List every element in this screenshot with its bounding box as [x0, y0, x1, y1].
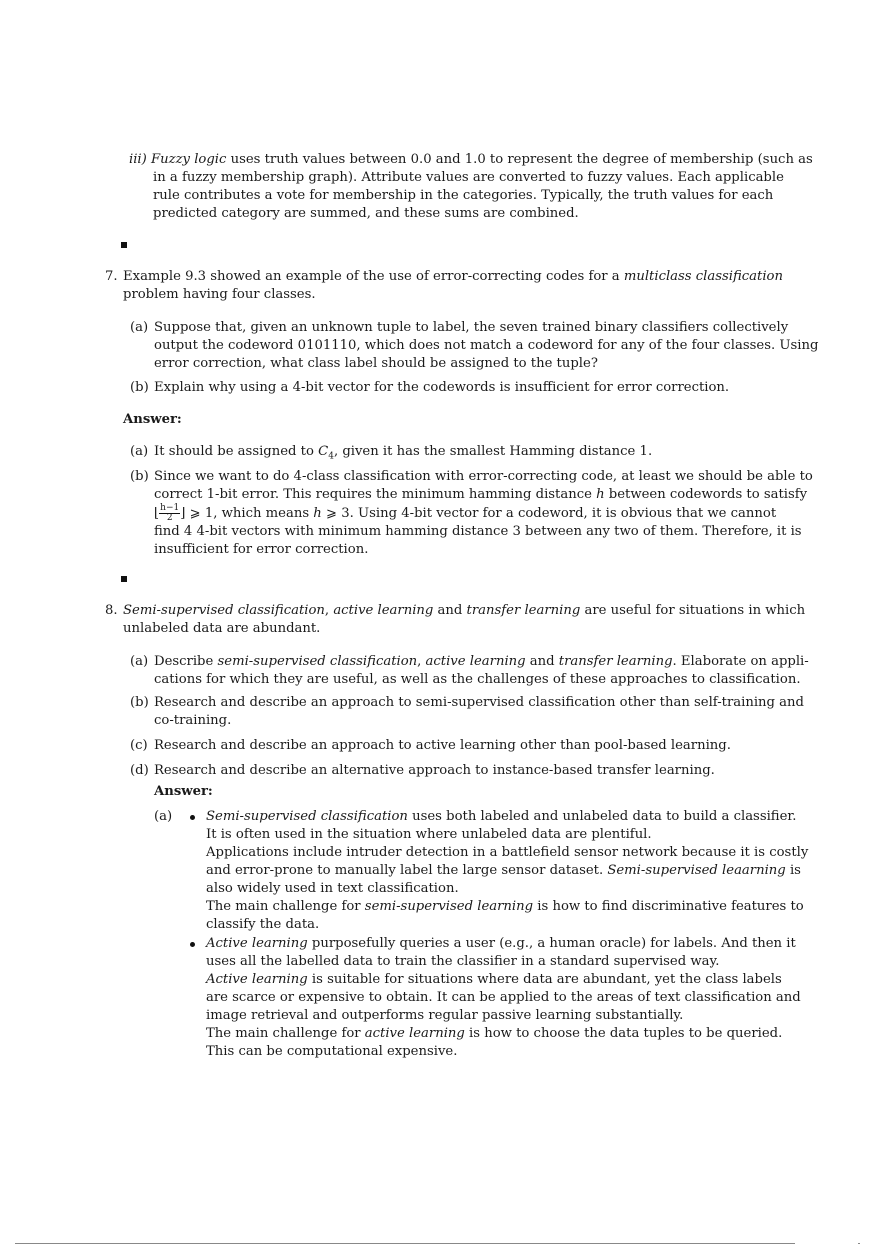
q7-ans-b-line-3b: ⩾ 3. Using 4-bit vector for a codeword, it is obvious that we cannot — [321, 506, 777, 521]
q8-a-t3: and — [525, 654, 559, 669]
bullet-dot-2 — [190, 942, 195, 947]
b2-l6em: active learning — [364, 1026, 465, 1041]
q8-a-em1: semi-supervised classification — [217, 654, 418, 669]
q8-a-t4: . Elaborate on appli- — [672, 654, 809, 669]
q7-ans-a-sub: 4 — [328, 451, 334, 462]
q8-intro-em3: transfer learning — [466, 603, 581, 618]
q7-intro-text: Example 9.3 showed an example of the use of error-correcting codes for a — [123, 269, 624, 284]
q7-ans-b-line-2a: correct 1-bit error. This requires the minimum hamming distance — [154, 487, 597, 502]
q7-ans-b-line-3a: ⩾ 1, which means — [185, 506, 314, 521]
q7-b-text: Explain why using a 4-bit vector for the codewords is insufficient for error correction. — [154, 380, 730, 395]
fuzzy-logic-paragraph — [129, 151, 813, 223]
q8-c-marker: (c) — [130, 738, 148, 753]
q8-b-line-2: co-training. — [154, 713, 232, 728]
q7-ans-a-post: , given it has the smallest Hamming distance 1. — [333, 444, 653, 459]
q8-a-em2: active learning — [425, 654, 526, 669]
q8-a-text — [154, 653, 809, 689]
q7-ans-b-marker: (b) — [130, 469, 149, 484]
q8-intro-t1: , — [324, 603, 334, 618]
q8-a-line-2: cations for which they are useful, as well as the challenges of these approaches to classification. — [154, 672, 801, 687]
b1-em1: Semi-supervised classification — [206, 809, 408, 824]
b2-em1: Active learning — [206, 936, 308, 951]
q7-a-line-2: output the codeword 0101110, which does not match a codeword for any of the four classes. Using — [154, 338, 819, 353]
q8-intro — [123, 602, 806, 638]
q8-intro-t3: are useful for situations in which — [580, 603, 806, 618]
q8-intro-em1: Semi-supervised classification — [123, 603, 325, 618]
q7-intro — [123, 268, 783, 304]
fuzzy-line-2: in a fuzzy membership graph). Attribute values are converted to fuzzy values. Each applicable — [153, 170, 784, 185]
bullet-1-text — [206, 808, 809, 934]
q8-a-em3: transfer learning — [558, 654, 673, 669]
q8-d-marker: (d) — [130, 763, 149, 778]
fraction-denominator: 2 — [166, 513, 173, 523]
b2-l6a: The main challenge for — [206, 1026, 365, 1041]
q8-ans-a-marker: (a) — [154, 809, 173, 824]
q7-ans-b-h2: h — [313, 506, 322, 521]
q8-b-marker: (b) — [130, 695, 149, 710]
b1-l7: classify the data. — [206, 917, 320, 932]
qed-square-1 — [121, 242, 127, 248]
q7-a-line-1: Suppose that, given an unknown tuple to label, the seven trained binary classifiers collectively — [154, 320, 789, 335]
b1-l5: also widely used in text classification. — [206, 881, 459, 896]
fuzzy-line-3: rule contributes a vote for membership in the categories. Typically, the truth values for each — [153, 188, 774, 203]
fuzzy-marker: iii) — [129, 152, 147, 167]
q7-a-text — [154, 319, 819, 373]
q8-b-text — [154, 694, 804, 730]
q7-ans-a-marker: (a) — [130, 444, 149, 459]
q7-ans-b-text — [154, 468, 813, 559]
b1-l1: uses both labeled and unlabeled data to build a classifier. — [407, 809, 797, 824]
b1-l3: Applications include intruder detection in a battlefield sensor network because it is costly — [206, 845, 809, 860]
q8-a-marker: (a) — [130, 654, 149, 669]
q7-b-marker: (b) — [130, 380, 149, 395]
b1-l4b: is — [785, 863, 801, 878]
q7-ans-b-line-4: find 4 4-bit vectors with minimum hamming distance 3 between any two of them. Therefore, it is — [154, 524, 802, 539]
fuzzy-text-1: uses truth values between 0.0 and 1.0 to represent the degree of membership (such as — [226, 152, 813, 167]
q7-answer-label: Answer: — [123, 412, 182, 427]
q7-ans-b-line-3: ⌊ $\frac{h-1}{2}$ ⌋ ⩾ 1, which means h ⩾ 3. Using 4-bit vector for a codeword, it is obvious that we cannot — [154, 503, 777, 523]
b1-l4em: Semi-supervised leaarning — [607, 863, 786, 878]
b2-l3b: is suitable for situations where data are abundant, yet the class labels — [307, 972, 782, 987]
q7-ans-a-text — [154, 443, 652, 461]
q7-ans-a-class: C — [318, 444, 329, 459]
q7-intro-em: multiclass classification — [623, 269, 783, 284]
fraction — [159, 504, 180, 523]
b1-l6a: The main challenge for — [206, 899, 365, 914]
q8-d-text: Research and describe an alternative approach to instance-based transfer learning. — [154, 763, 715, 778]
q7-a-marker: (a) — [130, 320, 149, 335]
bullet-dot-1 — [190, 815, 195, 820]
q7-number: 7. — [105, 269, 118, 284]
q8-c-text: Research and describe an approach to active learning other than pool-based learning. — [154, 738, 731, 753]
b2-l4: are scarce or expensive to obtain. It can be applied to the areas of text classification and — [206, 990, 801, 1005]
b2-l3em: Active learning — [206, 972, 308, 987]
footer-rule — [15, 1243, 795, 1244]
qed-square-2 — [121, 576, 127, 582]
q8-intro-em2: active learning — [333, 603, 434, 618]
q7-a-line-3: error correction, what class label should be assigned to the tuple? — [154, 356, 598, 371]
q7-ans-b-h: h — [596, 487, 605, 502]
b1-l6b: is how to find discriminative features to — [533, 899, 804, 914]
b2-l7: This can be computational expensive. — [206, 1044, 458, 1059]
b1-l4a: and error-prone to manually label the large sensor dataset. — [206, 863, 608, 878]
q7-ans-b-line-1: Since we want to do 4-class classification with error-correcting code, at least we should be able to — [154, 469, 813, 484]
q7-ans-b-line-2 — [154, 486, 808, 504]
q7-ans-b-line-5: insufficient for error correction. — [154, 542, 369, 557]
q8-answer-label: Answer: — [154, 784, 213, 799]
q8-number: 8. — [105, 603, 118, 618]
q8-a-t1: Describe — [154, 654, 218, 669]
fraction-numerator: h−1 — [160, 503, 180, 513]
b2-l6b: is how to choose the data tuples to be queried. — [464, 1026, 783, 1041]
q7-ans-a-pre: It should be assigned to — [154, 444, 319, 459]
fuzzy-line-1 — [129, 151, 813, 169]
fuzzy-term: Fuzzy logic — [151, 152, 227, 167]
b2-l2: uses all the labelled data to train the classifier in a standard supervised way. — [206, 954, 720, 969]
q8-b-line-1: Research and describe an approach to semi-supervised classification other than self-training and — [154, 695, 804, 710]
footer-mark — [858, 1243, 860, 1244]
q8-a-t2: , — [417, 654, 426, 669]
b1-l2: It is often used in the situation where unlabeled data are plentiful. — [206, 827, 652, 842]
q8-intro-t2: and — [433, 603, 467, 618]
q8-intro-line-2: unlabeled data are abundant. — [123, 621, 321, 636]
q7-intro-line-2: problem having four classes. — [123, 287, 316, 302]
b1-l6em: semi-supervised learning — [364, 899, 534, 914]
b2-l5: image retrieval and outperforms regular passive learning substantially. — [206, 1008, 684, 1023]
fuzzy-line-4: predicted category are summed, and these sums are combined. — [153, 206, 579, 221]
b2-l1: purposefully queries a user (e.g., a human oracle) for labels. And then it — [307, 936, 796, 951]
q7-ans-b-line-2b: between codewords to satisfy — [604, 487, 808, 502]
bullet-2-text — [206, 935, 801, 1061]
